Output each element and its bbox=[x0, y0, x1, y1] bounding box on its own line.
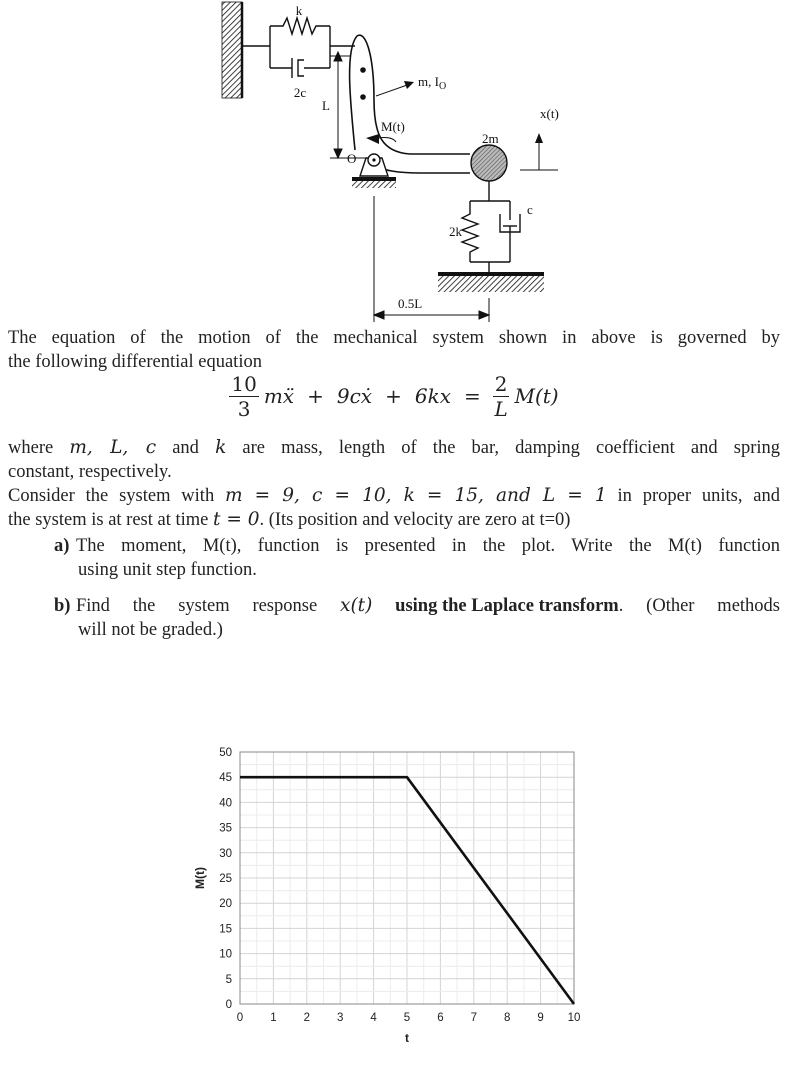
x-tick-label: 0 bbox=[236, 1012, 244, 1024]
where-line-1: where m, L, c and k are mass, length of the bar, damping coefficient and spring bbox=[8, 437, 781, 458]
where-description: are mass, length of the bar, damping coefficient and spring bbox=[242, 438, 781, 458]
bar-mass-pointer bbox=[376, 81, 414, 96]
question-b-note: . (Other methods bbox=[618, 596, 780, 616]
displacement-label: x(t) bbox=[540, 106, 559, 121]
x-tick-label: 2 bbox=[303, 1012, 311, 1024]
y-tick-label: 5 bbox=[225, 973, 232, 986]
x-tick-label: 10 bbox=[567, 1012, 581, 1024]
damper-c-label: c bbox=[527, 202, 533, 217]
left-wall bbox=[222, 2, 242, 98]
y-tick-label: 15 bbox=[219, 923, 232, 936]
y-tick-label: 45 bbox=[219, 772, 232, 785]
fraction-denominator: 3 bbox=[237, 396, 251, 421]
stiffness-term: 6kx bbox=[414, 384, 451, 408]
pivot-o-label: O bbox=[347, 151, 357, 166]
x-tick-label: 3 bbox=[336, 1012, 344, 1024]
moment-chart bbox=[180, 740, 600, 1070]
plus-sign: + bbox=[385, 384, 402, 408]
bottom-ground bbox=[438, 272, 544, 292]
end-mass-label: 2m bbox=[482, 131, 499, 146]
x-tick-label: 9 bbox=[537, 1012, 544, 1024]
k-variable: k bbox=[215, 437, 227, 458]
equals-sign: = bbox=[463, 384, 481, 408]
displacement-arrow bbox=[520, 133, 558, 170]
moment-fraction bbox=[493, 372, 510, 421]
y-tick-label: 50 bbox=[219, 747, 232, 759]
fraction-numerator: 2 bbox=[494, 371, 508, 396]
question-a-line-2: using unit step function. bbox=[78, 560, 257, 580]
question-a-text: The moment, M(t), function is presented in the plot. Write the M(t) function bbox=[76, 536, 780, 556]
x-tick-label: 5 bbox=[403, 1012, 411, 1024]
y-tick-label: 30 bbox=[219, 847, 232, 860]
x-tick-labels bbox=[237, 1012, 581, 1024]
x-tick-label: 8 bbox=[503, 1012, 511, 1024]
mass-term: mẍ bbox=[263, 384, 295, 408]
bar-mass-dot-lower bbox=[360, 94, 366, 100]
moment-label: M(t) bbox=[381, 119, 405, 134]
end-mass-2m bbox=[471, 145, 507, 181]
bottom-spring-damper bbox=[462, 181, 520, 272]
where-line-2: constant, respectively. bbox=[8, 462, 172, 482]
y-tick-label: 35 bbox=[219, 822, 232, 835]
y-tick-label: 0 bbox=[225, 999, 232, 1011]
spring-2k-label: 2k bbox=[449, 224, 462, 239]
spring-k-label: k bbox=[295, 3, 303, 18]
question-a bbox=[54, 534, 780, 582]
rest-suffix: . (Its position and velocity are zero at t=0) bbox=[259, 510, 571, 530]
bar-mass-dot-upper bbox=[360, 67, 366, 73]
fraction-numerator: 10 bbox=[231, 371, 257, 396]
x-tick-label: 1 bbox=[270, 1012, 277, 1024]
question-b-label: b) bbox=[54, 596, 71, 616]
consider-line-1 bbox=[8, 484, 780, 508]
rest-prefix: the system is at rest at time bbox=[8, 510, 209, 530]
horizontal-dim-label: 0.5L bbox=[398, 296, 423, 311]
x-tick-label: 7 bbox=[470, 1012, 478, 1024]
y-tick-label: 25 bbox=[219, 873, 232, 885]
variables-list: m, L, c bbox=[69, 437, 157, 458]
intro-line-1: The equation of the motion of the mechanical system shown in above is governed by bbox=[8, 328, 780, 348]
mechanical-system-diagram bbox=[0, 0, 789, 330]
laplace-emphasis: using the Laplace transform bbox=[395, 596, 619, 616]
moment-arrow-icon bbox=[366, 134, 379, 144]
question-a-line-1 bbox=[54, 534, 780, 558]
differential-equation bbox=[0, 366, 789, 426]
y-tick-label: 40 bbox=[219, 797, 232, 810]
fraction-denominator: L bbox=[494, 396, 508, 421]
x-axis-label: t bbox=[405, 1031, 409, 1045]
consider-line-2 bbox=[8, 508, 780, 532]
question-b-line-2: will not be graded.) bbox=[78, 620, 223, 640]
bar-mass-label: m, $I_O$ bbox=[418, 74, 447, 92]
consider-prefix: Consider the system with bbox=[8, 486, 215, 506]
y-tick-label: 10 bbox=[219, 948, 232, 961]
consider-suffix: in proper units, and bbox=[617, 486, 780, 506]
response-variable: x(t) bbox=[340, 595, 373, 616]
question-b bbox=[54, 594, 780, 642]
plus-sign: + bbox=[307, 384, 324, 408]
damping-term: 9cẋ bbox=[336, 384, 373, 408]
y-axis-label: M(t) bbox=[193, 867, 207, 889]
question-a-label: a) bbox=[54, 536, 70, 556]
coefficient-fraction bbox=[229, 372, 258, 421]
moment-term: M(t) bbox=[514, 384, 559, 408]
parameter-values: m = 9, c = 10, k = 15, and L = 1 bbox=[225, 485, 607, 506]
intro-line-2: the following differential equation bbox=[8, 352, 262, 372]
length-label: L bbox=[322, 98, 330, 113]
moment-arc bbox=[378, 138, 396, 143]
l-shaped-bar bbox=[350, 35, 470, 173]
horizontal-dimension bbox=[374, 196, 489, 322]
x-tick-label: 4 bbox=[370, 1012, 377, 1024]
time-zero: t = 0 bbox=[213, 509, 260, 530]
chart-grid bbox=[240, 752, 574, 1004]
damper-2c-label: 2c bbox=[293, 85, 307, 100]
question-b-text: Find the system response bbox=[76, 596, 318, 616]
y-tick-labels bbox=[219, 747, 232, 1011]
x-tick-label: 6 bbox=[437, 1012, 444, 1024]
question-b-line-1 bbox=[54, 594, 780, 618]
y-tick-label: 20 bbox=[219, 898, 232, 911]
and-word: and bbox=[172, 438, 199, 458]
